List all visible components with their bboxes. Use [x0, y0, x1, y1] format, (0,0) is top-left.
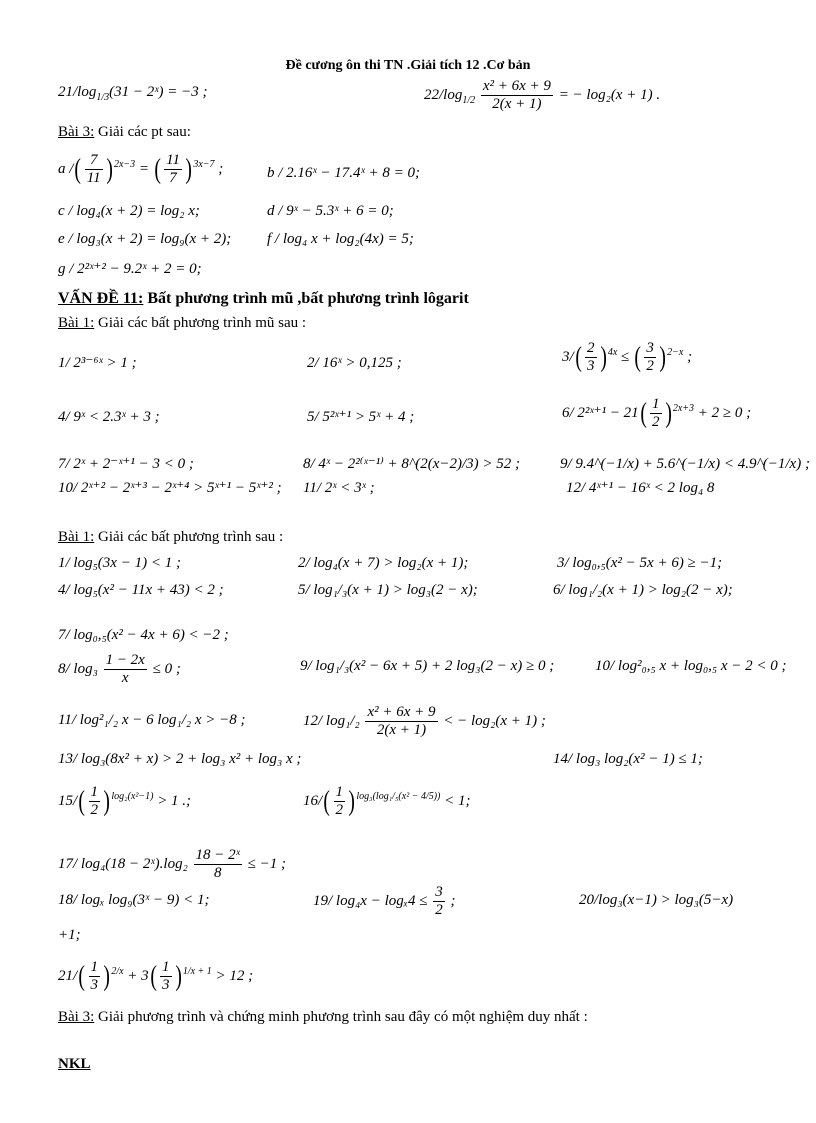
bai3-b: b / 2.16ˣ − 17.4ˣ + 8 = 0;	[267, 165, 420, 181]
ineq-12: 12/ 4ˣ⁺¹ − 16ˣ < 2 log₄ 8	[566, 480, 715, 496]
log-ineq-20-cont: +1;	[58, 927, 81, 943]
bai3-d: d / 9ˣ − 5.3ˣ + 6 = 0;	[267, 203, 394, 219]
fraction-22: $\frac{\text{x² + 6x + 9}}{2(x + 1)}$	[482, 78, 551, 113]
log-ineq-16: 16/( $\frac{1}{2}$ )$^{log_3(log_1/_5(x^2 - 4/5))}$ < 1;	[303, 784, 471, 819]
log-ineq-4: 4/ log₅(x² − 11x + 43) < 2 ;	[58, 582, 224, 598]
bai1a-heading: Bài 1: Giải các bất phương trình mũ sau :	[58, 315, 307, 331]
bai3b-heading: Bài 3: Giải phương trình và chứng minh phương trình sau đây có một nghiệm duy nhất :	[58, 1009, 588, 1025]
ineq-8: 8/ 4ˣ − 2²⁽ˣ⁻¹⁾ + 8^(2(x−2)/3) > 52 ;	[303, 456, 521, 472]
log-ineq-6: 6/ log₁/₂(x + 1) > log₂(2 − x);	[553, 582, 733, 598]
log-ineq-19: 19/ log₄x − logₓ4 ≤ $\frac{3}{2}$ ;	[313, 884, 456, 919]
ineq-2: 2/ 16ˣ > 0,125 ;	[307, 355, 402, 371]
log-ineq-2: 2/ log₄(x + 7) > log₂(x + 1);	[298, 555, 469, 571]
bai1b-heading: Bài 1: Giải các bất phương trình sau :	[58, 529, 284, 545]
ineq-4: 4/ 9ˣ < 2.3ˣ + 3 ;	[58, 409, 160, 425]
footer-signature: NKL	[58, 1056, 91, 1072]
bai3-c: c / log₄(x + 2) = log₂ x;	[58, 203, 200, 219]
problem-21: $21/\log_{1/3}(31$ − 2ˣ) = −3 ;	[58, 84, 208, 103]
log-ineq-20: 20/log₃(x−1) > log₃(5−x)	[579, 892, 734, 908]
problem-22: $22/\log_{1/2}$ $\frac{\text{x² + 6x + 9}}{2(x + 1)}$ = − log₂(x + 1) .	[424, 78, 661, 113]
log-ineq-5: 5/ log₁/₃(x + 1) > log₃(2 − x);	[298, 582, 478, 598]
log-ineq-1: 1/ log₅(3x − 1) < 1 ;	[58, 555, 181, 571]
log-ineq-21: 21/( $\frac{1}{3}$ )$^{2/x}$ + 3( $\frac{1}{3}$ )$^{1/x + 1}$ > 12 ;	[58, 959, 254, 994]
ineq-9: 9/ 9.4^(−1/x) + 5.6^(−1/x) < 4.9^(−1/x) ;	[560, 456, 810, 472]
log-ineq-18: 18/ logₓ log₉(3ˣ − 9) < 1;	[58, 892, 210, 908]
ineq-3: 3/( $\frac{2}{3}$ )$^{4x}$ ≤ ( $\frac{3}{2}$ )$^{2-x}$ ;	[562, 340, 693, 375]
ineq-5: 5/ 5²ˣ⁺¹ > 5ˣ + 4 ;	[307, 409, 415, 425]
ineq-7: 7/ 2ˣ + 2⁻ˣ⁺¹ − 3 < 0 ;	[58, 456, 194, 472]
log-ineq-11: 11/ log²₁/₂ x − 6 log₁/₂ x > −8 ;	[58, 712, 246, 728]
log-ineq-8: 8/ log₃ $\frac{1 - 2x}{x}$ ≤ 0 ;	[58, 652, 181, 687]
bai3-g: g / 2²ˣ⁺² − 9.2ˣ + 2 = 0;	[58, 261, 202, 277]
log-ineq-14: 14/ log₃ log₂(x² − 1) ≤ 1;	[553, 751, 703, 767]
ineq-1: 1/ 2³⁻⁶ˣ > 1 ;	[58, 355, 137, 371]
log-ineq-12: 12/ log₁/₂ $\frac{\text{x² + 6x + 9}}{2(x + 1)}$ < − log₂(x + 1) ;	[303, 704, 546, 739]
ineq-11: 11/ 2ˣ < 3ˣ ;	[303, 480, 375, 496]
log-ineq-17: 17/ log₄(18 − 2ˣ).log₂ $\frac{\text{18 − 2ˣ}}{8}$ ≤ −1 ;	[58, 847, 286, 882]
bai3-f: f / log₄ x + log₂(4x) = 5;	[267, 231, 414, 247]
log-ineq-15: 15/( $\frac{1}{2}$ )$^{log_2(x^2-1)}$ > 1 .;	[58, 784, 192, 819]
log-ineq-3: 3/ log₀,₅(x² − 5x + 6) ≥ −1;	[557, 555, 723, 571]
bai3-e: e / log₃(x + 2) = log₉(x + 2);	[58, 231, 232, 247]
log-ineq-9: 9/ log₁/₃(x² − 6x + 5) + 2 log₃(2 − x) ≥ 0 ;	[300, 658, 555, 674]
log-ineq-10: 10/ log²₀,₅ x + log₀,₅ x − 2 < 0 ;	[595, 658, 787, 674]
log-ineq-13: 13/ log₃(8x² + x) > 2 + log₃ x² + log₃ x ;	[58, 751, 302, 767]
bai3-heading: Bài 3: Giải các pt sau:	[58, 124, 191, 140]
page-header: Đề cương ôn thi TN .Giải tích 12 .Cơ bản	[285, 58, 531, 73]
bai3-a: a /( $\frac{7}{11}$ )$^{2x-3}$ = ( $\frac{11}{7}$ )$^{3x-7}$ ;	[58, 152, 224, 187]
ineq-10: 10/ 2ˣ⁺² − 2ˣ⁺³ − 2ˣ⁺⁴ > 5ˣ⁺¹ − 5ˣ⁺² ;	[58, 480, 282, 496]
ineq-6: 6/ 2²ˣ⁺¹ − 21( $\frac{1}{2}$ )$^{2x+3}$ + 2 ≥ 0 ;	[562, 396, 752, 431]
log-ineq-7: 7/ log₀,₅(x² − 4x + 6) < −2 ;	[58, 627, 229, 643]
section-title: VẤN ĐỀ 11: Bất phương trình mũ ,bất phương trình lôgarit	[58, 290, 469, 307]
